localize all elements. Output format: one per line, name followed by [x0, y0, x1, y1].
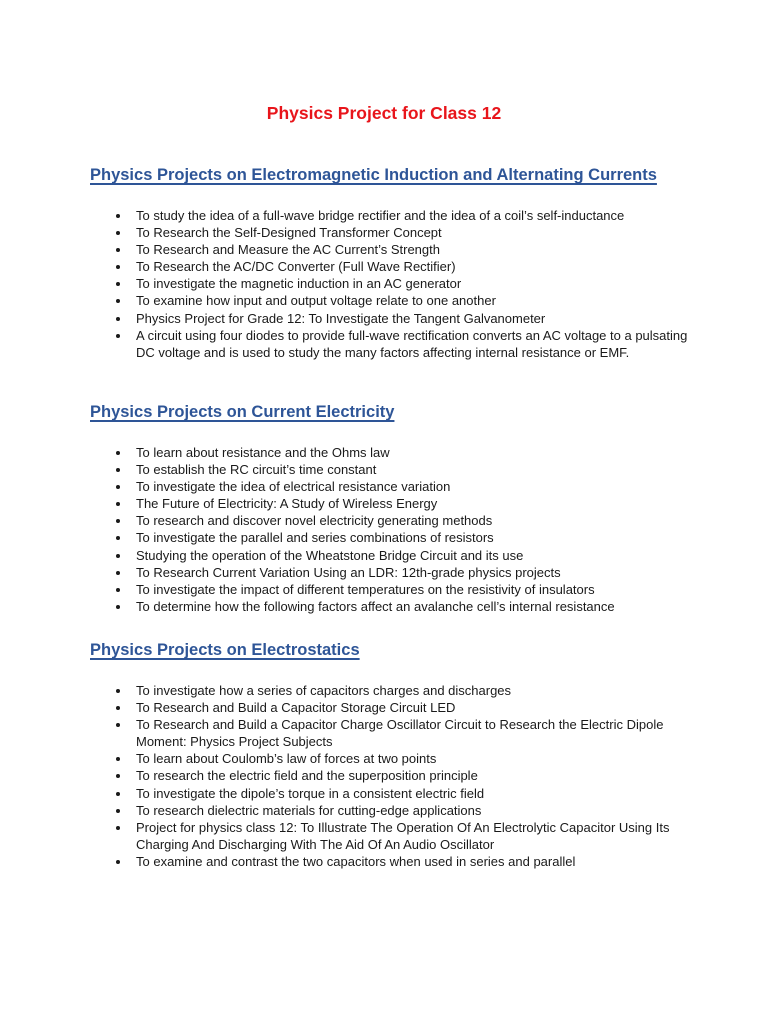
bullet-icon [116, 451, 120, 455]
list-item-text: Project for physics class 12: To Illustrate The Operation Of An Electrolytic Capacitor Using Its Charging And Discharging With The Aid Of An Audio Oscillator [136, 819, 670, 852]
list-item-text: To examine how input and output voltage relate to one another [136, 293, 496, 309]
section-electromagnetic-induction [90, 163, 690, 361]
section-current-electricity [90, 400, 690, 615]
bullet-icon [116, 214, 120, 218]
bullet-icon [116, 282, 120, 286]
bullet-icon [116, 792, 120, 796]
list-item-text: To Research the AC/DC Converter (Full Wave Rectifier) [136, 259, 456, 275]
list-item [90, 564, 690, 581]
bullet-list [90, 682, 690, 870]
list-item [90, 241, 690, 258]
list-item-text: To research dielectric materials for cutting-edge applications [136, 802, 482, 818]
bullet-list [90, 207, 690, 361]
bullet-icon [116, 826, 120, 830]
list-item-text: To research the electric field and the superposition principle [136, 768, 478, 784]
list-item-text: A circuit using four diodes to provide full-wave rectification converts an AC voltage to a pulsating DC voltage and is used to study the many factors affecting internal resistance or EMF. [136, 327, 688, 360]
list-item [90, 767, 690, 784]
section-heading[interactable]: Physics Projects on Electrostatics [90, 641, 360, 659]
list-item [90, 682, 690, 699]
section-heading[interactable]: Physics Projects on Current Electricity [90, 403, 395, 421]
list-item [90, 785, 690, 802]
list-item-text: To investigate the parallel and series combinations of resistors [136, 530, 494, 546]
list-item-text: To investigate the dipole’s torque in a consistent electric field [136, 785, 485, 801]
bullet-icon [116, 757, 120, 761]
list-item [90, 444, 690, 461]
page-title: Physics Project for Class 12 [266, 103, 502, 123]
bullet-icon [116, 485, 120, 489]
bullet-icon [116, 689, 120, 693]
list-item-text: To research and discover novel electricity generating methods [136, 513, 493, 529]
list-item [90, 310, 690, 327]
list-item-text: To investigate the idea of electrical resistance variation [136, 479, 451, 495]
list-item [90, 547, 690, 564]
bullet-icon [116, 299, 120, 303]
list-item [90, 802, 690, 819]
bullet-icon [116, 809, 120, 813]
bullet-icon [116, 571, 120, 575]
list-item [90, 478, 690, 495]
list-item [90, 750, 690, 767]
list-item-text: To establish the RC circuit’s time constant [136, 462, 377, 478]
list-item-text: To investigate the impact of different temperatures on the resistivity of insulators [136, 581, 595, 597]
bullet-icon [116, 468, 120, 472]
list-item-text: To learn about resistance and the Ohms law [136, 445, 390, 460]
list-item-text: To examine and contrast the two capacitors when used in series and parallel [136, 853, 576, 869]
list-item [90, 292, 690, 309]
list-item [90, 529, 690, 546]
bullet-icon [116, 265, 120, 269]
bullet-icon [116, 554, 120, 558]
list-item-text: To Research and Measure the AC Current’s Strength [136, 242, 440, 258]
section-heading[interactable]: Physics Projects on Electromagnetic Induction and Alternating Currents [90, 166, 657, 184]
list-item-text: Studying the operation of the Wheatstone Bridge Circuit and its use [136, 547, 524, 563]
list-item-text: To Research and Build a Capacitor Storage Circuit LED [136, 700, 456, 716]
list-item [90, 853, 690, 870]
list-item [90, 327, 690, 361]
list-item [90, 819, 690, 853]
section-electrostatics [90, 638, 690, 870]
list-item [90, 512, 690, 529]
list-item [90, 224, 690, 241]
list-item [90, 275, 690, 292]
list-item-text: To investigate the magnetic induction in an AC generator [136, 276, 462, 292]
bullet-icon [116, 588, 120, 592]
list-item-text: To investigate how a series of capacitors charges and discharges [136, 683, 512, 698]
list-item-text: To Research Current Variation Using an LDR: 12th-grade physics projects [136, 564, 561, 580]
bullet-icon [116, 334, 120, 338]
bullet-icon [116, 248, 120, 252]
bullet-icon [116, 536, 120, 540]
bullet-icon [116, 502, 120, 506]
list-item-text: The Future of Electricity: A Study of Wireless Energy [136, 496, 438, 512]
bullet-list [90, 444, 690, 615]
bullet-icon [116, 774, 120, 778]
list-item [90, 581, 690, 598]
list-item-text: Physics Project for Grade 12: To Investigate the Tangent Galvanometer [136, 310, 546, 326]
list-item-text: To learn about Coulomb’s law of forces at two points [136, 751, 437, 767]
list-item [90, 716, 690, 750]
list-item-text: To Research the Self-Designed Transformer Concept [136, 225, 442, 241]
list-item [90, 699, 690, 716]
list-item [90, 461, 690, 478]
bullet-icon [116, 860, 120, 864]
bullet-icon [116, 317, 120, 321]
bullet-icon [116, 231, 120, 235]
bullet-icon [116, 723, 120, 727]
list-item [90, 207, 690, 224]
bullet-icon [116, 519, 120, 523]
list-item [90, 598, 690, 615]
list-item-text: To study the idea of a full-wave bridge rectifier and the idea of a coil’s self-inductance [136, 208, 625, 223]
bullet-icon [116, 605, 120, 609]
list-item [90, 258, 690, 275]
list-item [90, 495, 690, 512]
list-item-text: To Research and Build a Capacitor Charge Oscillator Circuit to Research the Electric Dipole Moment: Physics Project Subjects [136, 717, 664, 750]
bullet-icon [116, 706, 120, 710]
list-item-text: To determine how the following factors affect an avalanche cell’s internal resistance [136, 598, 615, 614]
